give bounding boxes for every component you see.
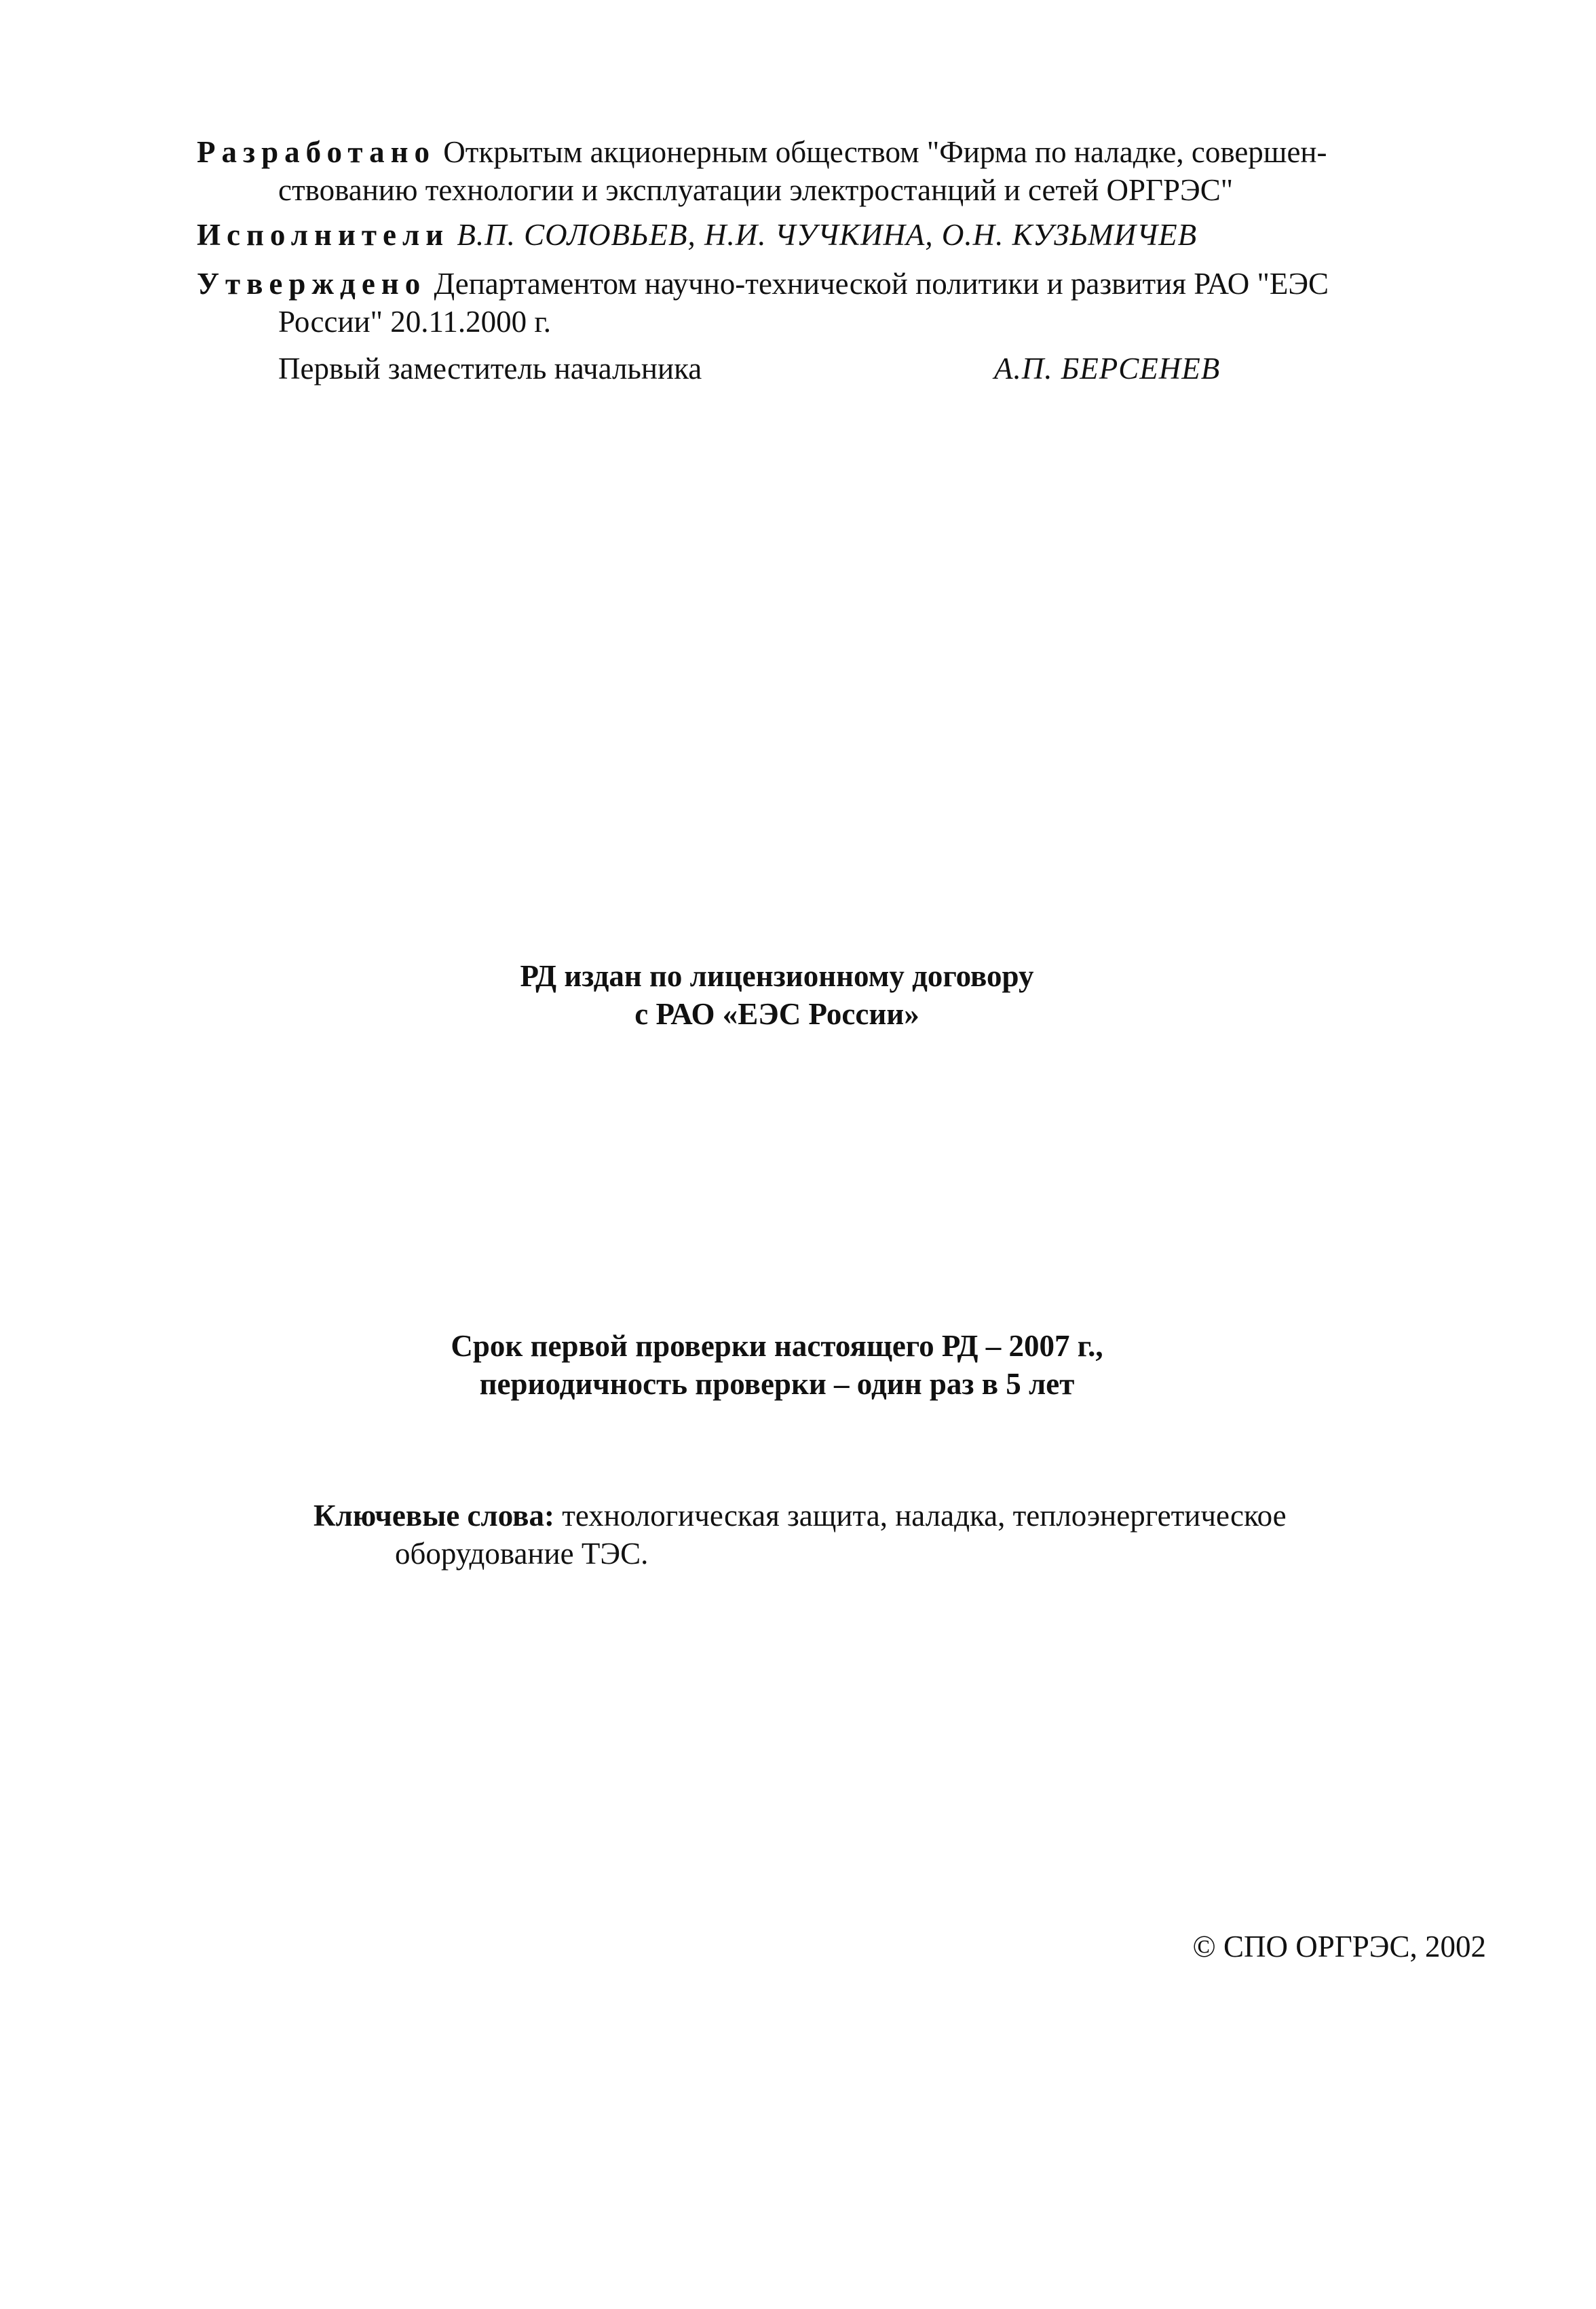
approved-block [197,265,1486,341]
executors-names: В.П. СОЛОВЬЕВ, Н.И. ЧУЧКИНА, О.Н. КУЗЬМИЧЕВ [457,218,1198,252]
signatory-name: А.П. БЕРСЕНЕВ [994,352,1221,386]
signatory-position: Первый заместитель начальника [278,352,702,386]
keywords-label: Ключевые слова: [314,1499,554,1533]
review-line2: периодичность проверки – один раз в 5 лет [479,1367,1075,1401]
license-line1: РД издан по лицензионному договору [520,959,1034,993]
review-note [339,1327,1215,1403]
approved-label: Утверждено [197,267,427,301]
keywords-text-line2: оборудование ТЭС. [395,1537,649,1571]
developed-block [197,133,1486,209]
review-line1: Срок первой проверки настоящего РД – 2007 г., [451,1329,1103,1363]
approved-text-line2: России" 20.11.2000 г. [278,305,551,339]
developed-text-line2: ствованию технологии и эксплуатации электростанций и сетей ОРГРЭС" [278,173,1234,207]
copyright: © СПО ОРГРЭС, 2002 [1192,1930,1486,1964]
keywords-block [314,1497,1481,1573]
executors-label: Исполнители [197,218,450,252]
developed-text-line1: Открытым акционерным обществом "Фирма по наладке, совершен- [443,135,1327,169]
executors-block [197,216,1486,254]
approved-text-line1: Департаментом научно-технической политики и развития РАО "ЕЭС [434,267,1329,301]
license-line2: с РАО «ЕЭС России» [634,997,919,1031]
developed-label: Разработано [197,135,436,169]
keywords-text-line1: технологическая защита, наладка, теплоэнергетическое [562,1499,1287,1533]
license-note [339,957,1215,1033]
